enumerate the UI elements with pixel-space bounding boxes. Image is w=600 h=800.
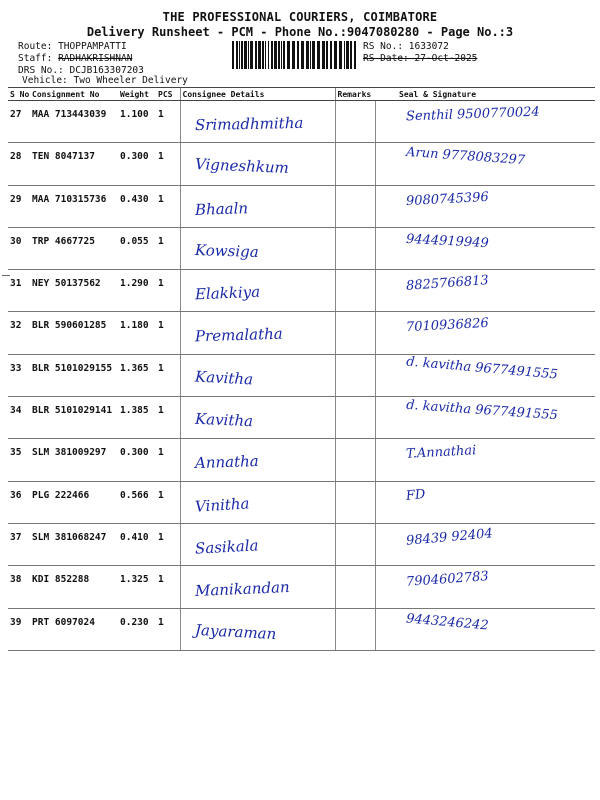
col-header-consignment: Consignment No <box>30 88 118 101</box>
consignee-handwritten-name: Annatha <box>194 452 259 473</box>
vehicle-value: Two Wheeler Delivery <box>73 75 188 86</box>
col-header-remarks: Remarks <box>335 88 375 101</box>
row-weight: 1.180 <box>118 312 156 354</box>
barcode-bar <box>283 41 285 69</box>
staff-label: Staff: <box>18 53 53 64</box>
row-pcs: 1 <box>156 101 180 143</box>
row-pcs: 1 <box>156 354 180 396</box>
barcode-bar <box>244 41 247 69</box>
row-remarks <box>335 523 375 565</box>
row-consignee-cell <box>180 270 335 312</box>
barcode-bar <box>301 41 304 69</box>
row-weight: 0.055 <box>118 227 156 269</box>
row-remarks <box>335 143 375 185</box>
barcode-bar <box>239 41 240 69</box>
row-remarks <box>335 397 375 439</box>
row-remarks <box>335 312 375 354</box>
row-pcs: 1 <box>156 439 180 481</box>
route-value: THOPPAMPATTI <box>58 41 127 52</box>
row-signature-cell <box>375 439 595 481</box>
consignee-handwritten-name: Premalatha <box>194 325 283 346</box>
row-remarks <box>335 101 375 143</box>
barcode-bar <box>268 41 269 69</box>
row-remarks <box>335 227 375 269</box>
barcode-bar <box>241 41 243 69</box>
row-weight: 1.290 <box>118 270 156 312</box>
row-pcs: 1 <box>156 270 180 312</box>
row-pcs: 1 <box>156 523 180 565</box>
row-remarks <box>335 354 375 396</box>
handwritten-signature: 9444919949 <box>405 231 489 252</box>
table-row <box>8 227 595 269</box>
barcode-bar <box>339 41 342 69</box>
barcode-bar <box>274 41 277 69</box>
row-consignment-no: BLR 590601285 <box>30 312 118 354</box>
row-consignee-cell <box>180 608 335 650</box>
staff-value: RADHAKRISHNAN <box>58 53 133 64</box>
consignee-handwritten-name: Elakkiya <box>194 282 260 304</box>
barcode-bar <box>326 41 328 69</box>
row-weight: 1.365 <box>118 354 156 396</box>
vehicle-label: Vehicle: <box>22 75 68 86</box>
table-header-row <box>8 88 595 101</box>
row-remarks <box>335 481 375 523</box>
row-signature-cell <box>375 397 595 439</box>
barcode-bar <box>312 41 315 69</box>
row-pcs: 1 <box>156 608 180 650</box>
row-consignment-no: NEY 50137562 <box>30 270 118 312</box>
handwritten-signature: Senthil 9500770024 <box>405 104 540 125</box>
row-consignment-no: PRT 6097024 <box>30 608 118 650</box>
row-weight: 0.430 <box>118 185 156 227</box>
barcode-bar <box>278 41 280 69</box>
row-signature-cell <box>375 143 595 185</box>
barcode-bar <box>248 41 249 69</box>
row-signature-cell <box>375 101 595 143</box>
vehicle-line <box>22 75 188 87</box>
row-consignment-no: TEN 8047137 <box>30 143 118 185</box>
table-row <box>8 523 595 565</box>
barcode-bar <box>250 41 253 69</box>
row-consignment-no: BLR 5101029155 <box>30 354 118 396</box>
table-row <box>8 439 595 481</box>
col-header-weight: Weight <box>118 88 156 101</box>
row-consignee-cell <box>180 101 335 143</box>
row-remarks <box>335 439 375 481</box>
row-sno: 30 <box>8 227 30 269</box>
barcode-bar <box>236 41 238 69</box>
barcode-bar <box>262 41 264 69</box>
row-consignment-no: KDI 852288 <box>30 566 118 608</box>
row-signature-cell <box>375 566 595 608</box>
consignee-handwritten-name: Vigneshkum <box>194 155 289 178</box>
consignee-handwritten-name: Sasikala <box>194 536 259 558</box>
row-weight: 1.385 <box>118 397 156 439</box>
barcode-bar <box>350 41 352 69</box>
row-signature-cell <box>375 608 595 650</box>
row-weight: 0.300 <box>118 143 156 185</box>
row-pcs: 1 <box>156 481 180 523</box>
handwritten-signature: FD <box>404 486 426 504</box>
barcode-bar <box>306 41 309 69</box>
barcode-bar <box>292 41 295 69</box>
consignee-handwritten-name: Kowsiga <box>194 240 259 261</box>
consignee-handwritten-name: Vinitha <box>193 493 250 516</box>
table-row <box>8 354 595 396</box>
handwritten-signature: 98439 92404 <box>405 526 493 549</box>
row-consignment-no: MAA 713443039 <box>30 101 118 143</box>
handwritten-signature: Arun 9778083297 <box>405 145 526 169</box>
col-header-consignee: Consignee Details <box>180 88 335 101</box>
row-sno: 27 <box>8 101 30 143</box>
table-row <box>8 143 595 185</box>
handwritten-signature: d. kavitha 9677491555 <box>405 354 558 383</box>
runsheet-subtitle: Delivery Runsheet - PCM - Phone No.:9047080280 - Page No.:3 <box>86 25 514 39</box>
handwritten-signature: 9080745396 <box>405 189 489 209</box>
row-remarks <box>335 566 375 608</box>
consignee-handwritten-name: Kavitha <box>194 367 253 389</box>
handwritten-signature: 9443246242 <box>405 610 489 634</box>
rs-number: RS No.: 1633072 <box>363 41 449 52</box>
staff-line <box>18 53 132 65</box>
row-consignment-no: SLM 381009297 <box>30 439 118 481</box>
handwritten-signature: d. kavitha 9677491555 <box>405 397 558 424</box>
table-row <box>8 397 595 439</box>
row-signature-cell <box>375 523 595 565</box>
barcode-bar <box>344 41 345 69</box>
consignee-handwritten-name: Kavitha <box>194 409 253 431</box>
col-header-sno: S No <box>10 89 30 99</box>
handwritten-signature: 7010936826 <box>405 316 489 336</box>
barcode-bar <box>354 41 356 69</box>
row-signature-cell <box>375 354 595 396</box>
row-remarks <box>335 270 375 312</box>
barcode-bar <box>287 41 290 69</box>
row-pcs: 1 <box>156 312 180 354</box>
route-line <box>18 41 127 53</box>
row-sno: 37 <box>8 523 30 565</box>
col-header-pcs: PCS <box>156 88 180 101</box>
row-consignment-no: MAA 710315736 <box>30 185 118 227</box>
row-weight: 0.566 <box>118 481 156 523</box>
row-sno: 39 <box>8 608 30 650</box>
row-consignee-cell <box>180 185 335 227</box>
row-weight: 1.325 <box>118 566 156 608</box>
rs-date: RS Date: 27-Oct-2025 <box>363 53 478 64</box>
drs-label: DRS No.: <box>18 65 64 76</box>
row-consignee-cell <box>180 354 335 396</box>
col-header-signature: Seal & Signature <box>375 88 595 101</box>
row-consignee-cell <box>180 312 335 354</box>
consignee-handwritten-name: Manikandan <box>194 578 290 601</box>
row-consignee-cell <box>180 481 335 523</box>
row-consignment-no: SLM 381068247 <box>30 523 118 565</box>
table-row <box>8 566 595 608</box>
row-consignee-cell <box>180 397 335 439</box>
row-pcs: 1 <box>156 566 180 608</box>
handwritten-signature: 8825766813 <box>405 273 489 295</box>
barcode-bar <box>317 41 320 69</box>
consignee-handwritten-name: Srimadhmitha <box>194 113 304 135</box>
row-sno: 32 <box>8 312 30 354</box>
row-signature-cell <box>375 270 595 312</box>
row-sno: 29 <box>8 185 30 227</box>
company-title: THE PROFESSIONAL COURIERS, COIMBATORE <box>162 10 438 24</box>
barcode-bar <box>334 41 337 69</box>
row-consignee-cell <box>180 143 335 185</box>
barcode-bar <box>310 41 311 69</box>
handwritten-signature: 7904602783 <box>405 569 489 591</box>
row-consignment-no: TRP 4667725 <box>30 227 118 269</box>
handwritten-signature: T.Annathai <box>405 443 477 463</box>
row-consignee-cell <box>180 523 335 565</box>
barcode-bar <box>232 41 234 69</box>
table-row <box>8 312 595 354</box>
drs-value: DCJB163307203 <box>69 65 144 76</box>
row-consignee-cell <box>180 227 335 269</box>
consignee-handwritten-name: Bhaaln <box>194 198 248 219</box>
row-remarks <box>335 185 375 227</box>
barcode-bar <box>271 41 273 69</box>
row-weight: 0.230 <box>118 608 156 650</box>
table-row <box>8 185 595 227</box>
table-row <box>8 481 595 523</box>
barcode-bar <box>330 41 332 69</box>
row-consignment-no: BLR 5101029141 <box>30 397 118 439</box>
row-sno: 36 <box>8 481 30 523</box>
runsheet-table <box>8 87 595 651</box>
table-row <box>8 270 595 312</box>
row-sno: 31 <box>8 270 30 312</box>
route-label: Route: <box>18 41 53 52</box>
barcode-bar <box>297 41 299 69</box>
row-sno: 38 <box>8 566 30 608</box>
row-signature-cell <box>375 185 595 227</box>
row-sno: 34 <box>8 397 30 439</box>
row-consignee-cell <box>180 439 335 481</box>
row-signature-cell <box>375 227 595 269</box>
row-pcs: 1 <box>156 143 180 185</box>
barcode-bar <box>255 41 257 69</box>
row-signature-cell <box>375 312 595 354</box>
row-remarks <box>335 608 375 650</box>
barcode-bar <box>322 41 325 69</box>
row-consignee-cell <box>180 566 335 608</box>
table-row <box>8 101 595 143</box>
row-weight: 1.100 <box>118 101 156 143</box>
row-sno: 33 <box>8 354 30 396</box>
row-sno: 28 <box>8 143 30 185</box>
row-weight: 0.410 <box>118 523 156 565</box>
row-pcs: 1 <box>156 185 180 227</box>
barcode-bar <box>265 41 266 69</box>
consignee-handwritten-name: Jayaraman <box>194 620 277 643</box>
row-consignment-no: PLG 222466 <box>30 481 118 523</box>
row-signature-cell <box>375 481 595 523</box>
row-sno: 35 <box>8 439 30 481</box>
table-row <box>8 608 595 650</box>
barcode-bar <box>258 41 261 69</box>
row-pcs: 1 <box>156 227 180 269</box>
row-weight: 0.300 <box>118 439 156 481</box>
barcode-bar <box>281 41 282 69</box>
barcode <box>232 41 356 69</box>
row-pcs: 1 <box>156 397 180 439</box>
barcode-bar <box>346 41 349 69</box>
